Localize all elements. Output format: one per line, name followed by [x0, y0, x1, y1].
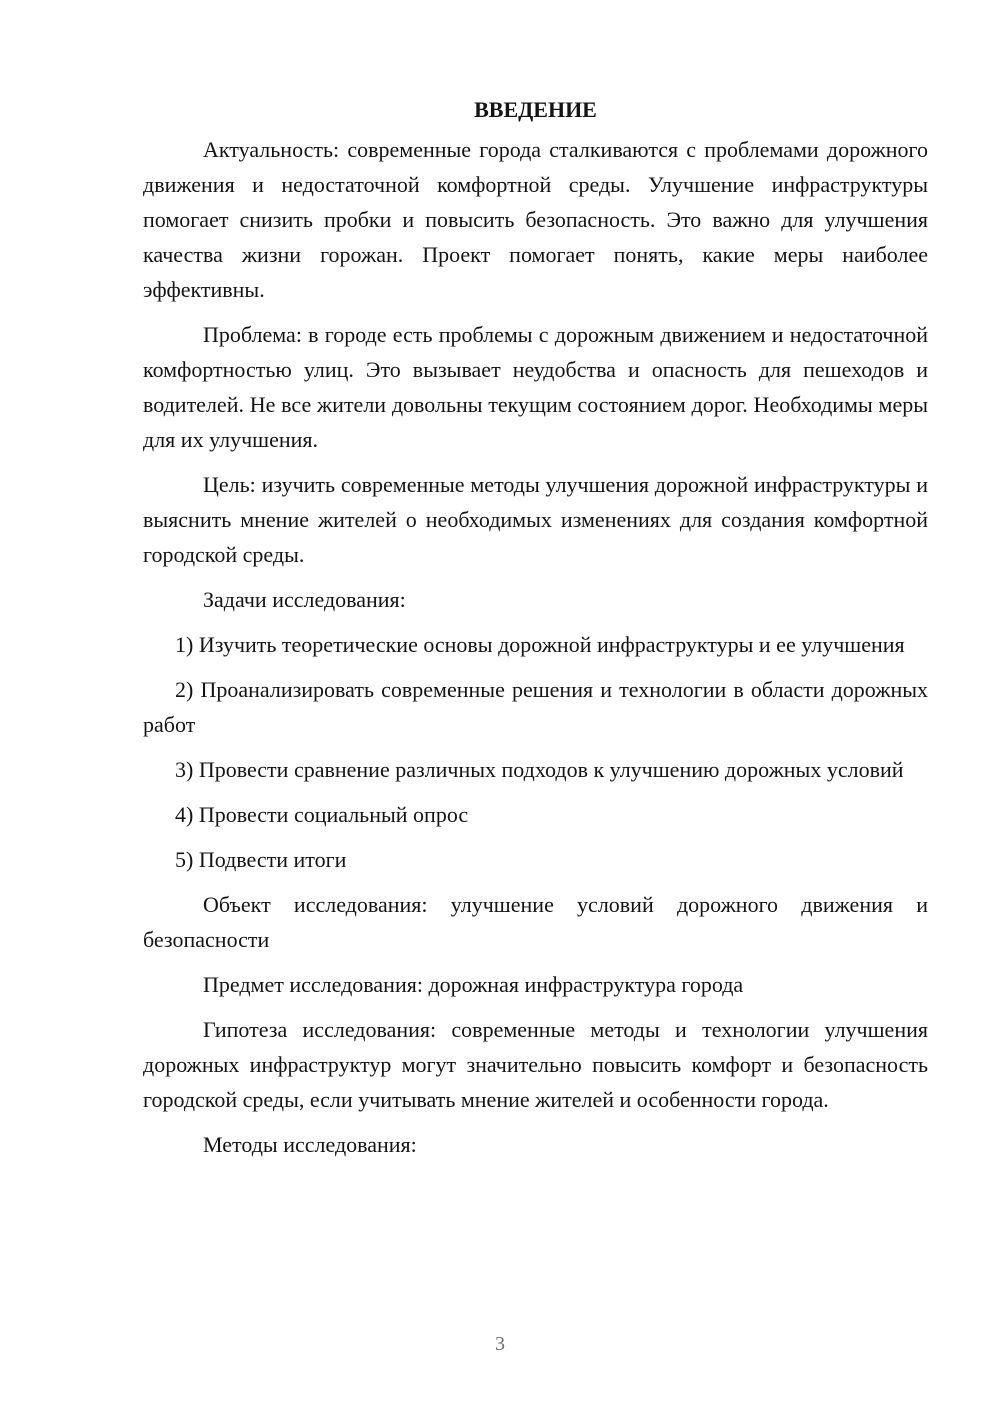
list-item: 4) Провести социальный опрос — [175, 802, 469, 827]
page-title: ВВЕДЕНИЕ — [474, 97, 597, 122]
subject-paragraph: Предмет исследования: дорожная инфраструктура города — [203, 972, 744, 997]
page-number: 3 — [495, 1333, 505, 1355]
document-page — [143, 92, 928, 1172]
methods-heading: Методы исследования: — [203, 1132, 417, 1157]
relevance-paragraph: Актуальность: современные города сталкиваются с проблемами дорожного движения и недостаточной комфортной среды. Улучшение инфраструктуры помогает снизить пробки и повысить безопасность. Это важно для улучшения качества жизни горожан. Проект помогает понять, какие меры наиболее эффективны. — [143, 137, 928, 302]
tasks-list — [143, 627, 928, 877]
list-item: 2) Проанализировать современные решения и технологии в области дорожных работ — [143, 677, 928, 737]
tasks-heading: Задачи исследования: — [203, 587, 406, 612]
hypothesis-paragraph: Гипотеза исследования: современные методы и технологии улучшения дорожных инфраструктур могут значительно повысить комфорт и безопасность городской среды, если учитывать мнение жителей и особенности города. — [143, 1017, 928, 1112]
goal-paragraph: Цель: изучить современные методы улучшения дорожной инфраструктуры и выяснить мнение жителей о необходимых изменениях для создания комфортной городской среды. — [143, 472, 928, 567]
problem-paragraph: Проблема: в городе есть проблемы с дорожным движением и недостаточной комфортностью улиц. Это вызывает неудобства и опасность для пешеходов и водителей. Не все жители довольны текущим состоянием дорог. Необходимы меры для их улучшения. — [143, 322, 928, 452]
object-paragraph: Объект исследования: улучшение условий дорожного движения и безопасности — [143, 892, 928, 952]
list-item: 5) Подвести итоги — [175, 847, 347, 872]
list-item: 1) Изучить теоретические основы дорожной инфраструктуры и ее улучшения — [175, 632, 905, 657]
list-item: 3) Провести сравнение различных подходов к улучшению дорожных условий — [175, 757, 904, 782]
